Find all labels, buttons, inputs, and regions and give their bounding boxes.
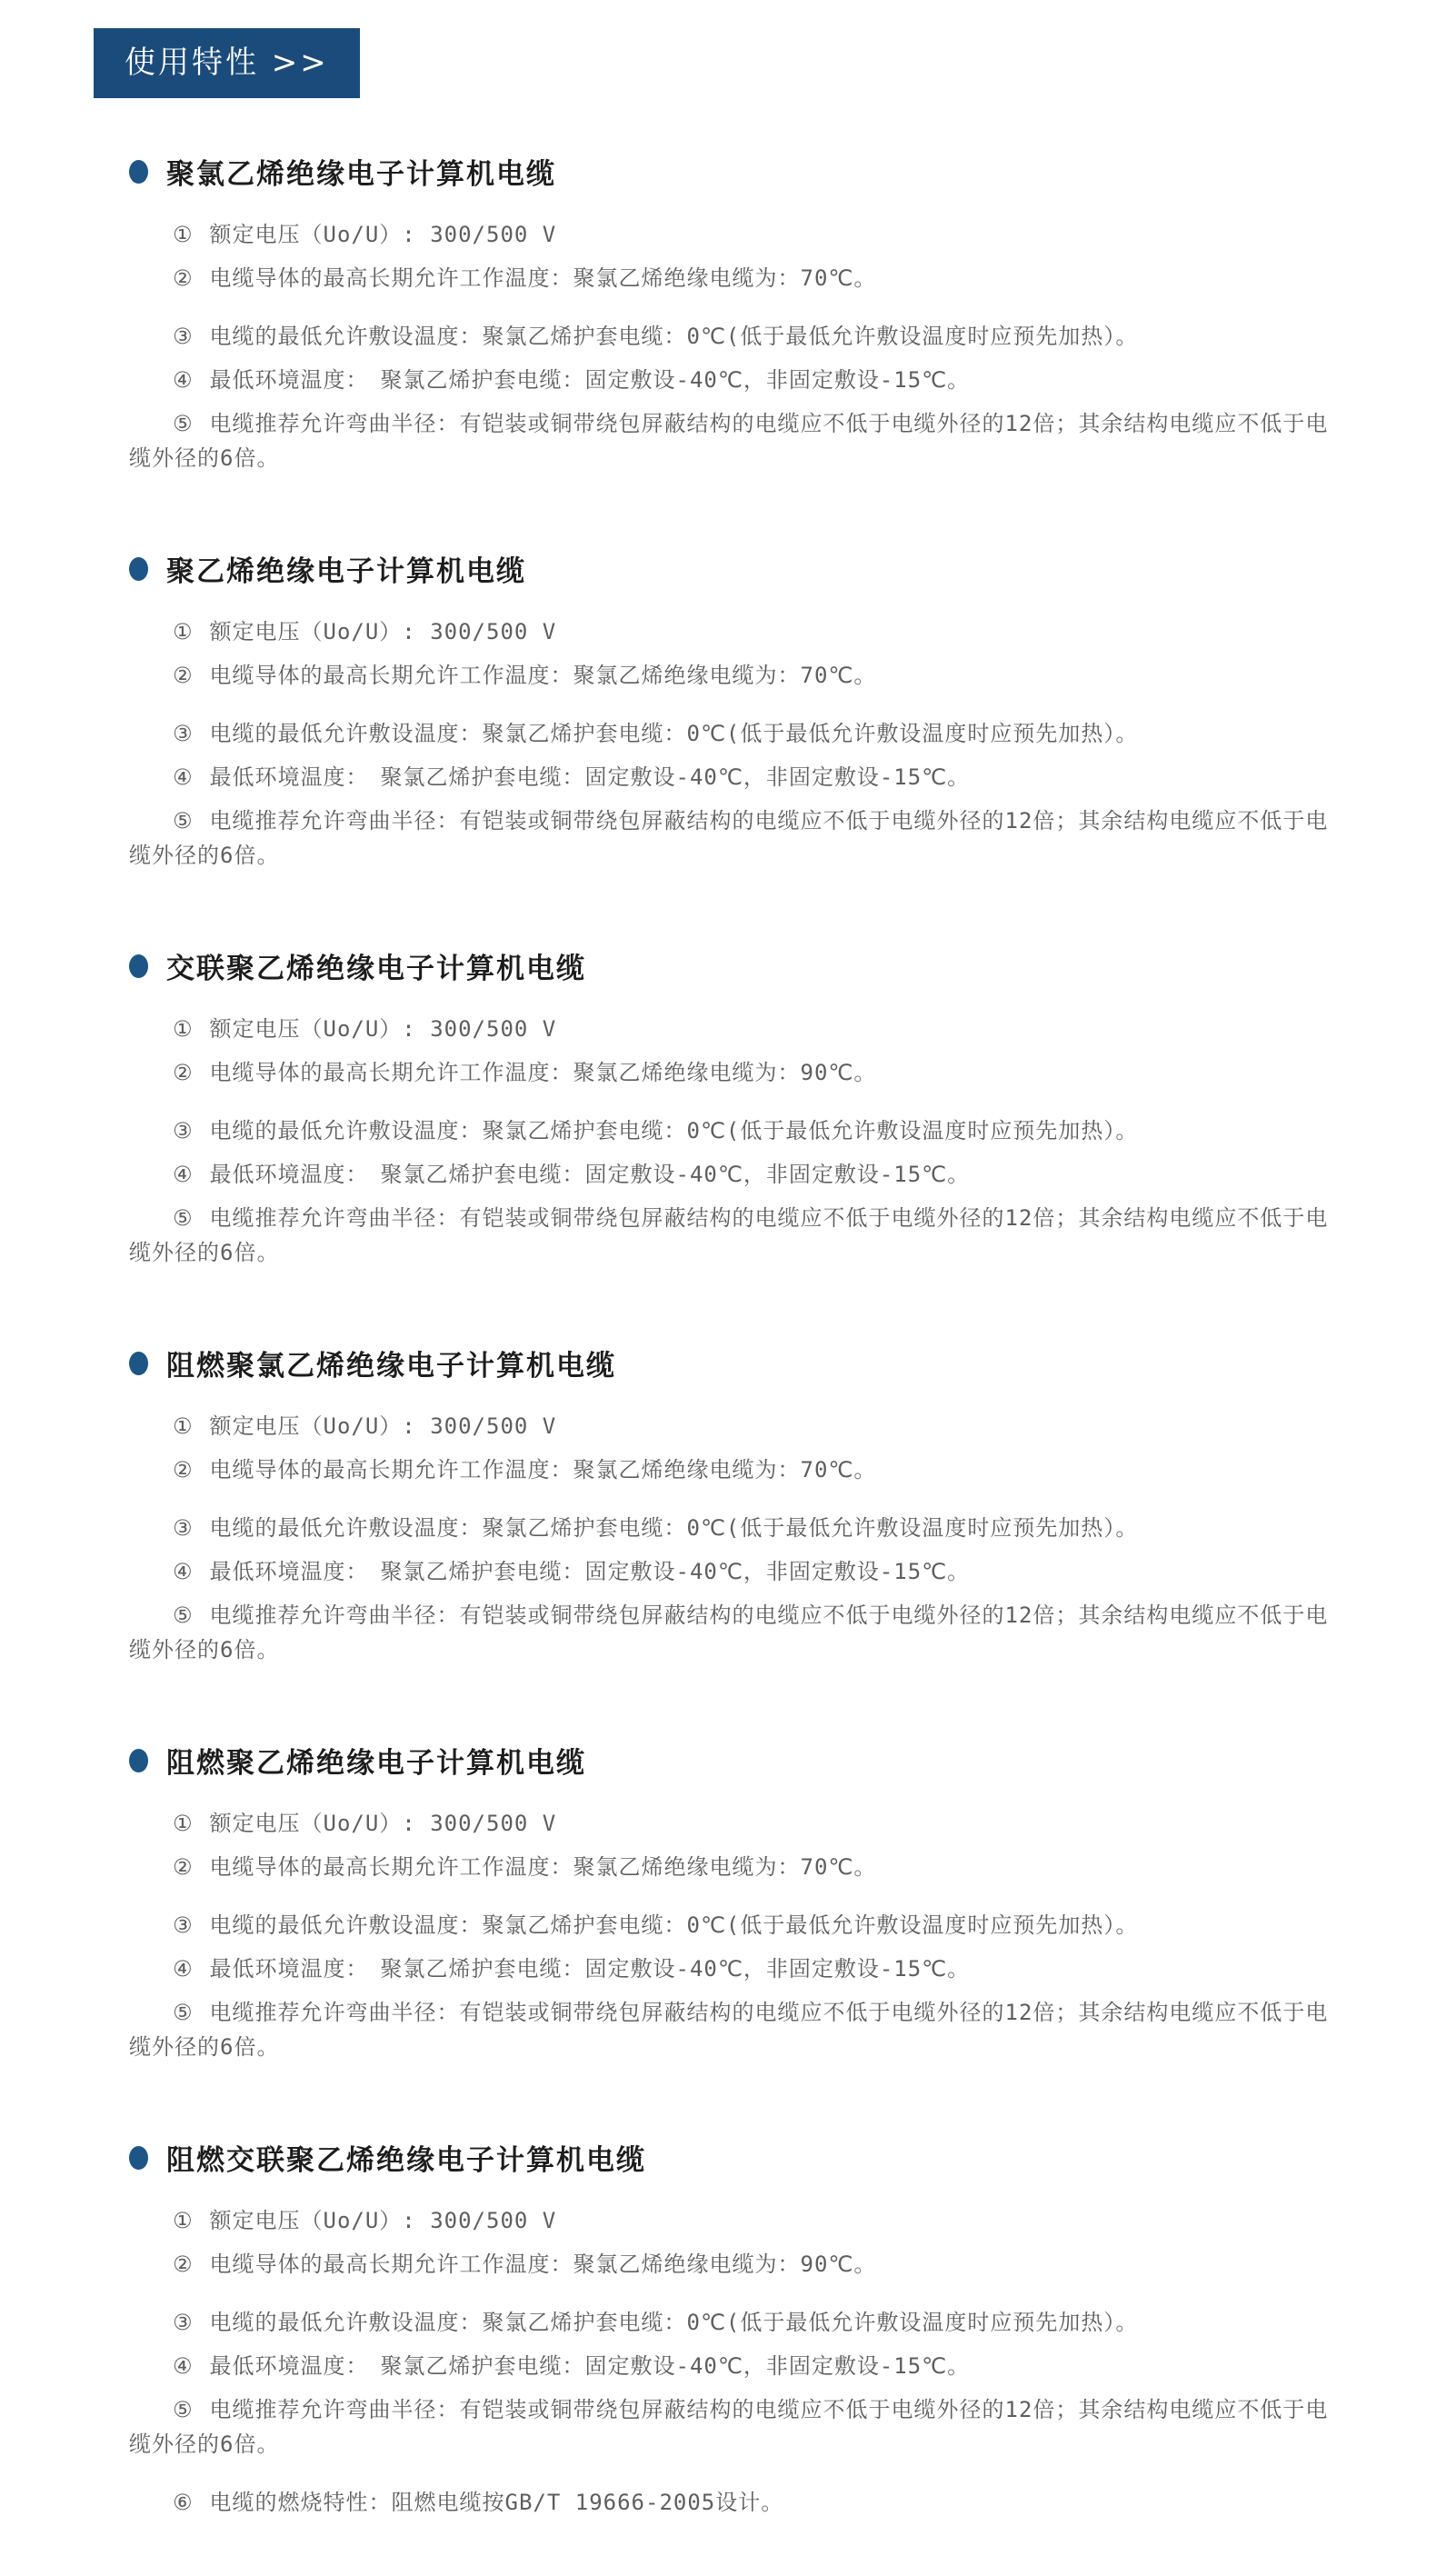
bullet-icon [129,2146,148,2170]
section-heading [129,1343,1338,1383]
spec-item [129,1995,1338,2064]
item-number: ⑥ [173,2490,194,2515]
spec-item [129,716,1338,751]
item-number: ⑤ [173,2397,194,2422]
item-text: 电缆的最低允许敷设温度：聚氯乙烯护套电缆：0℃(低于最低允许敷设温度时应预先加热）。 [209,1912,1139,1938]
item-text: 额定电压（Uo/U）: 300/500 V [209,222,557,247]
item-text: 电缆导体的最高长期允许工作温度：聚氯乙烯绝缘电缆为：90℃。 [209,1060,877,1085]
item-text: 额定电压（Uo/U）: 300/500 V [209,1811,557,1836]
item-text: 电缆的最低允许敷设温度：聚氯乙烯护套电缆：0℃(低于最低允许敷设温度时应预先加热）。 [209,324,1139,349]
spec-item [129,319,1338,354]
bullet-icon [129,160,148,184]
item-number: ④ [173,1956,194,1982]
document-content [129,151,1338,2520]
item-number: ② [173,663,194,688]
section-title: 阻燃交联聚乙烯绝缘电子计算机电缆 [166,2144,646,2177]
spec-item [129,1201,1338,1270]
item-number: ① [173,619,194,644]
cable-section-fr-pvc [129,1343,1338,1667]
spec-item [129,363,1338,397]
spec-item [129,406,1338,475]
section-title: 阻燃聚乙烯绝缘电子计算机电缆 [166,1747,586,1780]
item-text: 电缆的最低允许敷设温度：聚氯乙烯护套电缆：0℃(低于最低允许敷设温度时应预先加热）。 [209,721,1139,746]
item-number: ② [173,1854,194,1880]
spec-item [129,1850,1338,1884]
spec-item [129,1806,1338,1841]
section-heading [129,945,1338,986]
item-text: 最低环境温度： 聚氯乙烯护套电缆：固定敷设-40℃，非固定敷设-15℃。 [209,764,971,790]
item-text: 电缆导体的最高长期允许工作温度：聚氯乙烯绝缘电缆为：70℃。 [209,265,877,291]
spec-item [129,1113,1338,1148]
item-number: ① [173,1016,194,1042]
spec-item [129,2485,1338,2520]
section-heading [129,151,1338,192]
item-number: ② [173,2251,194,2277]
spec-item [129,261,1338,295]
spec-item [129,1012,1338,1046]
spec-item [129,1055,1338,1090]
bullet-icon [129,1352,148,1375]
item-text: 电缆的最低允许敷设温度：聚氯乙烯护套电缆：0℃(低于最低允许敷设温度时应预先加热）。 [209,1118,1139,1143]
cable-section-xlpe [129,945,1338,1270]
item-number: ② [173,1060,194,1085]
bullet-icon [129,1749,148,1772]
spec-item [129,1952,1338,1986]
item-number: ③ [173,1912,194,1938]
item-text: 电缆的最低允许敷设温度：聚氯乙烯护套电缆：0℃(低于最低允许敷设温度时应预先加热）。 [209,2310,1139,2335]
item-number: ④ [173,1559,194,1584]
section-title: 聚乙烯绝缘电子计算机电缆 [166,555,526,588]
spec-item [129,1908,1338,1942]
item-text: 电缆导体的最高长期允许工作温度：聚氯乙烯绝缘电缆为：90℃。 [209,2251,877,2277]
item-number: ③ [173,1515,194,1541]
section-heading [129,548,1338,589]
item-text: 额定电压（Uo/U）: 300/500 V [209,2208,557,2233]
item-text: 额定电压（Uo/U）: 300/500 V [209,1413,557,1439]
item-number: ⑤ [173,411,194,436]
section-heading [129,1740,1338,1781]
spec-item [129,217,1338,252]
item-text: 电缆推荐允许弯曲半径：有铠装或铜带绕包屏蔽结构的电缆应不低于电缆外径的12倍；其余结构电缆应不低于电缆外径的6倍。 [129,808,1329,868]
item-number: ① [173,1413,194,1439]
item-text: 最低环境温度： 聚氯乙烯护套电缆：固定敷设-40℃，非固定敷设-15℃。 [209,1956,971,1982]
spec-item [129,2392,1338,2461]
spec-item [129,614,1338,649]
item-number: ⑤ [173,1205,194,1231]
item-text: 电缆推荐允许弯曲半径：有铠装或铜带绕包屏蔽结构的电缆应不低于电缆外径的12倍；其余结构电缆应不低于电缆外径的6倍。 [129,2397,1329,2457]
bullet-icon [129,954,148,978]
item-number: ④ [173,2353,194,2379]
item-number: ⑤ [173,2000,194,2025]
spec-item [129,1511,1338,1545]
item-number: ① [173,2208,194,2233]
item-number: ③ [173,2310,194,2335]
item-text: 电缆的最低允许敷设温度：聚氯乙烯护套电缆：0℃(低于最低允许敷设温度时应预先加热）。 [209,1515,1139,1541]
item-text: 电缆导体的最高长期允许工作温度：聚氯乙烯绝缘电缆为：70℃。 [209,663,877,688]
item-number: ① [173,222,194,247]
item-text: 最低环境温度： 聚氯乙烯护套电缆：固定敷设-40℃，非固定敷设-15℃。 [209,2353,971,2379]
section-title: 阻燃聚氯乙烯绝缘电子计算机电缆 [166,1350,616,1383]
section-heading [129,2137,1338,2178]
item-text: 电缆推荐允许弯曲半径：有铠装或铜带绕包屏蔽结构的电缆应不低于电缆外径的12倍；其余结构电缆应不低于电缆外径的6倍。 [129,1205,1329,1265]
item-text: 电缆推荐允许弯曲半径：有铠装或铜带绕包屏蔽结构的电缆应不低于电缆外径的12倍；其余结构电缆应不低于电缆外径的6倍。 [129,411,1329,471]
item-number: ④ [173,1162,194,1187]
item-number: ② [173,265,194,291]
item-text: 电缆推荐允许弯曲半径：有铠装或铜带绕包屏蔽结构的电缆应不低于电缆外径的12倍；其余结构电缆应不低于电缆外径的6倍。 [129,2000,1329,2060]
item-text: 电缆导体的最高长期允许工作温度：聚氯乙烯绝缘电缆为：70℃。 [209,1854,877,1880]
item-text: 额定电压（Uo/U）: 300/500 V [209,1016,557,1042]
spec-item [129,1157,1338,1192]
bullet-icon [129,557,148,581]
item-number: ④ [173,367,194,393]
item-number: ⑤ [173,1602,194,1628]
item-text: 电缆导体的最高长期允许工作温度：聚氯乙烯绝缘电缆为：70℃。 [209,1457,877,1483]
section-title: 聚氯乙烯绝缘电子计算机电缆 [166,158,556,191]
item-number: ③ [173,1118,194,1143]
item-number: ⑤ [173,808,194,834]
section-title: 交联聚乙烯绝缘电子计算机电缆 [166,953,586,985]
spec-item [129,658,1338,693]
item-text: 额定电压（Uo/U）: 300/500 V [209,619,557,644]
cable-section-fr-xlpe [129,2137,1338,2520]
spec-item [129,1453,1338,1487]
section-badge-usage-characteristics: 使用特性 >> [94,28,360,98]
item-text: 电缆的燃烧特性：阻燃电缆按GB/T 19666-2005设计。 [209,2490,784,2515]
spec-item [129,760,1338,794]
item-number: ④ [173,764,194,790]
item-number: ① [173,1811,194,1836]
item-number: ③ [173,721,194,746]
spec-item [129,2247,1338,2281]
cable-section-fr-pe [129,1740,1338,2064]
spec-item [129,2305,1338,2340]
item-text: 最低环境温度： 聚氯乙烯护套电缆：固定敷设-40℃，非固定敷设-15℃。 [209,1162,971,1187]
item-text: 最低环境温度： 聚氯乙烯护套电缆：固定敷设-40℃，非固定敷设-15℃。 [209,367,971,393]
item-text: 电缆推荐允许弯曲半径：有铠装或铜带绕包屏蔽结构的电缆应不低于电缆外径的12倍；其余结构电缆应不低于电缆外径的6倍。 [129,1602,1329,1662]
item-text: 最低环境温度： 聚氯乙烯护套电缆：固定敷设-40℃，非固定敷设-15℃。 [209,1559,971,1584]
spec-item [129,1409,1338,1443]
spec-item [129,1598,1338,1667]
item-number: ② [173,1457,194,1483]
item-number: ③ [173,324,194,349]
spec-item [129,2203,1338,2238]
spec-item [129,1554,1338,1589]
spec-item [129,2349,1338,2383]
cable-section-pvc [129,151,1338,475]
spec-item [129,804,1338,873]
cable-section-pe [129,548,1338,873]
